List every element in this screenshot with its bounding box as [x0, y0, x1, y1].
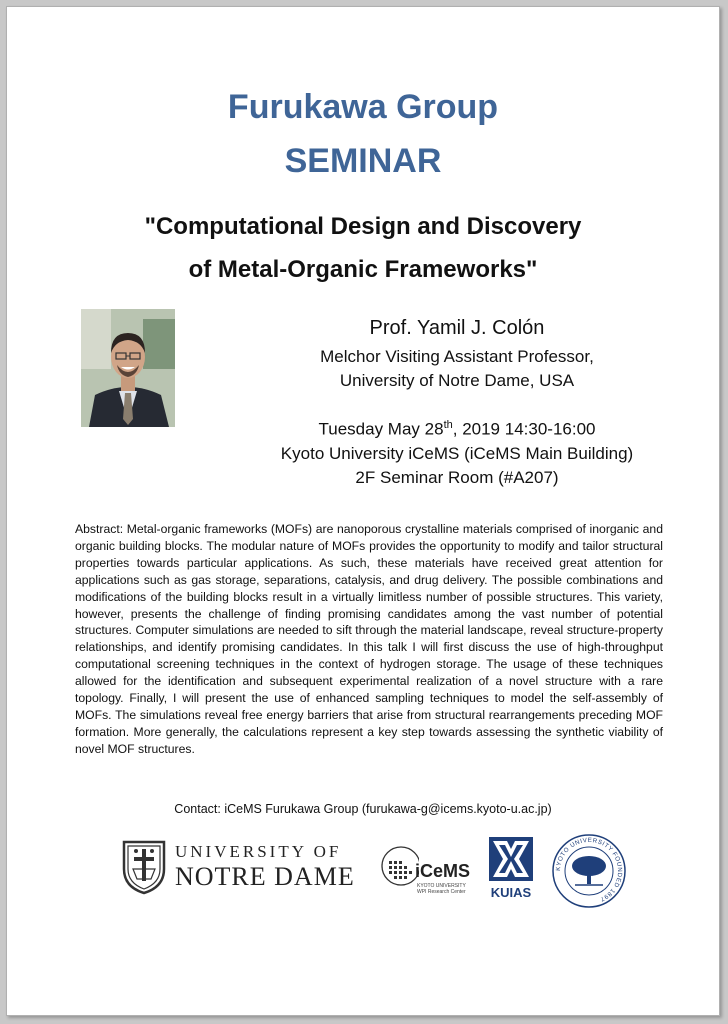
seminar-room: 2F Seminar Room (#A207)	[355, 468, 559, 487]
notre-dame-logo	[121, 839, 355, 899]
notre-dame-line1: UNIVERSITY OF	[175, 842, 342, 861]
icems-subtitle	[417, 883, 466, 895]
seminar-venue: Kyoto University iCeMS (iCeMS Main Building)	[280, 444, 634, 463]
kyoto-university-tree-seal-icon	[551, 833, 627, 909]
speaker-affiliation: University of Notre Dame, USA	[339, 371, 575, 390]
icems-wordmark: iCeMS	[415, 861, 471, 881]
icems-sub-line1: KYOTO UNIVERSITY	[417, 883, 466, 889]
seminar-heading: SEMINAR	[284, 142, 442, 180]
date-prefix: Tuesday May 28	[318, 419, 444, 439]
icems-logo	[379, 839, 469, 901]
speaker-portrait-photo	[81, 309, 175, 427]
speaker-position: Melchor Visiting Assistant Professor,	[320, 347, 594, 366]
kyoto-seal-text: KYOTO UNIVERSITY FOUNDED 1897	[554, 836, 624, 903]
date-time: , 2019 14:30-16:00	[452, 419, 596, 439]
seminar-date	[187, 419, 727, 440]
kyoto-university-seal	[551, 833, 627, 909]
talk-title-line2: of Metal-Organic Frameworks"	[188, 256, 538, 283]
group-heading: Furukawa Group	[227, 88, 499, 126]
notre-dame-line2: NOTRE DAME	[175, 862, 355, 891]
speaker-name: Prof. Yamil J. Colón	[369, 317, 545, 339]
notre-dame-wordmark	[175, 841, 355, 891]
kuias-logo	[483, 837, 539, 903]
abstract-text: Abstract: Metal-organic frameworks (MOFs) are nanoporous crystalline materials comprised of inorganic and organic building blocks. The modular nature of MOFs provides the opportunity to modify and tailor structural properties towards particular applications. As such, these materials have received great attention for applications such as gas storage, separations, catalysis, and drug delivery. The possible combinations and modifications of the building blocks result in a virtually limitless number of possible structures. This variety, however, presents the challenge of finding promising candidates among the vast number of potential structures. Computer simulations are needed to sift through the material landscape, reveal structure-property relationships, and identify promising candidates. In this talk I will first discuss the use of high-throughput computational screening techniques in the context of hydrogen storage. The usage of these techniques allowed for the identification and subsequent experimental realization of a novel structure with a rare topology. Finally, I will present the use of enhanced sampling techniques to model the self-assembly of MOFs. The simulations reveal free energy barriers that arise from structural rearrangements preceding MOF formation. More generally, the calculations represent a key step towards assessing the synthetic viability of novel MOF structures.	[75, 522, 663, 756]
date-ordinal: th	[443, 419, 453, 431]
contact-line: Contact: iCeMS Furukawa Group (furukawa-g@icems.kyoto-u.ac.jp)	[174, 802, 552, 816]
notre-dame-shield-icon	[121, 839, 167, 895]
seminar-flyer-page	[6, 6, 720, 1016]
talk-title-line1: "Computational Design and Discovery	[144, 213, 582, 240]
kuias-wordmark: KUIAS	[490, 885, 532, 900]
icems-circle-grid-icon	[379, 839, 419, 889]
kuias-cross-icon	[483, 837, 539, 883]
icems-sub-line2: WPI Research Center	[417, 889, 466, 895]
